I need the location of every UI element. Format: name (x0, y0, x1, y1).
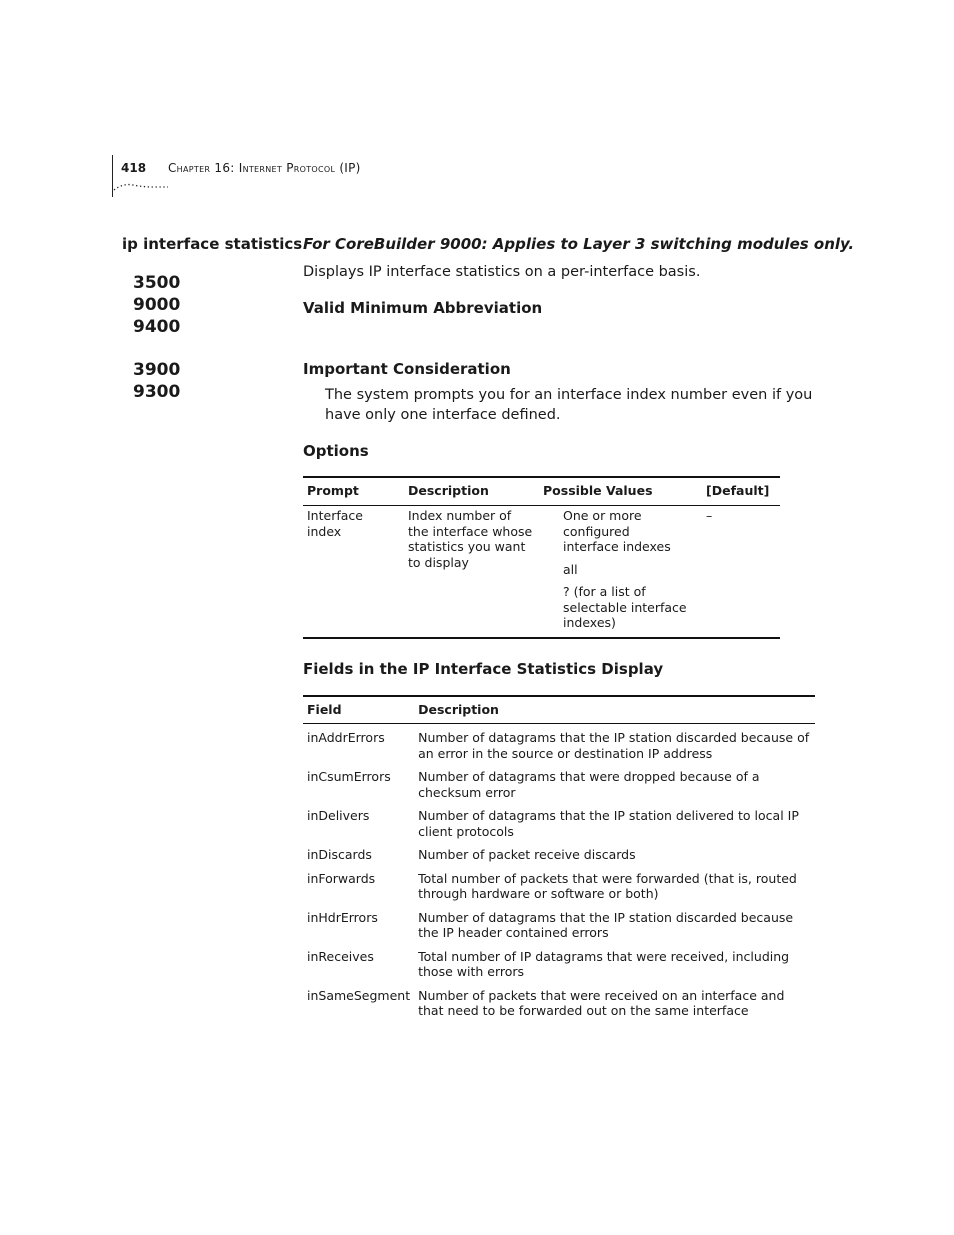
important-text-line: have only one interface defined. (325, 407, 561, 423)
field-cell: inForwards (307, 870, 376, 886)
running-head: Chapter 16: Internet Protocol (IP) (168, 161, 361, 175)
possible-value: all (563, 561, 578, 577)
description-cell: Number of datagrams that the IP station delivered to local IP client protocols (418, 808, 799, 839)
description-cell: Number of datagrams that the IP station discarded because of an error in the source or destination IP address (418, 730, 810, 761)
description-cell: Total number of packets that were forwarded (that is, routed through hardware or software or both) (418, 870, 797, 901)
field-cell: inDiscards (307, 847, 372, 862)
field-cell: inAddrErrors (307, 730, 385, 745)
column-header-default: [Default] (706, 483, 770, 498)
table-row (303, 724, 815, 769)
possible-value: One or more configured interface indexes (563, 508, 671, 554)
platform-label: 9400 (133, 317, 181, 337)
table-row (303, 987, 815, 1026)
field-cell: inDelivers (307, 808, 370, 823)
possible-values-cell (539, 506, 702, 638)
column-header-description: Description (408, 483, 489, 498)
important-text-line: The system prompts you for an interface index number even if you (325, 387, 813, 403)
column-header-prompt: Prompt (307, 483, 359, 498)
column-header-description: Description (418, 702, 499, 717)
options-heading: Options (303, 442, 369, 460)
description-cell: Number of datagrams that the IP station discarded because the IP header contained errors (418, 909, 794, 940)
table-row (303, 909, 815, 948)
description-text: Displays IP interface statistics on a per-interface basis. (303, 264, 701, 280)
applies-note: For CoreBuilder 9000: Applies to Layer 3 switching modules only. (303, 235, 855, 253)
description-cell: Number of packet receive discards (418, 847, 636, 862)
platform-label: 9300 (133, 382, 181, 402)
options-table (303, 476, 780, 639)
table-row (303, 846, 815, 870)
table-row (303, 506, 780, 638)
description-cell: Number of datagrams that were dropped because of a checksum error (418, 769, 760, 800)
valid-min-abbrev-heading: Valid Minimum Abbreviation (303, 299, 543, 317)
description-cell: Index number of the interface whose statistics you want to display (408, 508, 533, 570)
column-header-possible-values: Possible Values (543, 483, 653, 498)
command-name: ip interface statistics (122, 235, 303, 253)
fields-table (303, 695, 815, 1026)
field-cell: inReceives (307, 948, 374, 964)
table-row (303, 768, 815, 807)
description-cell: Total number of IP datagrams that were received, including those with errors (418, 948, 790, 979)
default-cell: – (706, 508, 713, 523)
field-cell: inCsumErrors (307, 769, 391, 784)
table-header-row (303, 477, 780, 506)
dotted-ornament (113, 182, 169, 192)
important-heading: Important Consideration (303, 360, 511, 378)
field-cell: inSameSegment (307, 987, 411, 1003)
platform-label: 3900 (133, 360, 181, 380)
platform-label: 3500 (133, 273, 181, 293)
prompt-cell: Interface index (307, 508, 363, 539)
table-row (303, 948, 815, 987)
possible-value: ? (for a list of selectable interface indexes) (563, 584, 687, 630)
column-header-field: Field (307, 702, 342, 717)
field-cell: inHdrErrors (307, 909, 378, 925)
description-cell: Number of packets that were received on an interface and that need to be forwarded out on the same interface (418, 987, 785, 1018)
table-row (303, 870, 815, 909)
page-number: 418 (121, 161, 147, 175)
platform-label: 9000 (133, 295, 181, 315)
table-row (303, 807, 815, 846)
table-header-row (303, 696, 815, 724)
fields-heading: Fields in the IP Interface Statistics Display (303, 660, 664, 678)
